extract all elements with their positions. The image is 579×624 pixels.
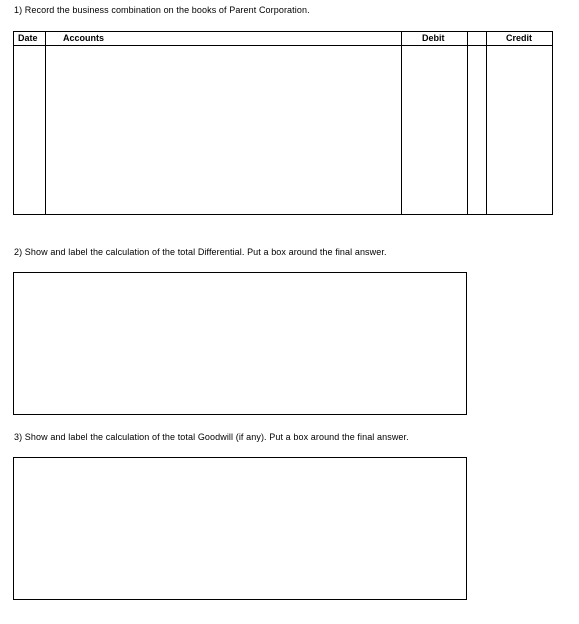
credit-column-header: Credit [506, 33, 533, 43]
question-1-text: 1) Record the business combination on the books of Parent Corporation. [14, 5, 310, 15]
accounts-entry-area[interactable] [46, 46, 401, 214]
question-2-text: 2) Show and label the calculation of the total Differential. Put a box around the final answer. [14, 247, 387, 257]
credit-entry-area[interactable] [487, 46, 552, 214]
differential-answer-box[interactable] [13, 272, 467, 415]
date-column-header: Date [18, 33, 38, 43]
journal-entry-table [13, 31, 553, 215]
debit-entry-area[interactable] [402, 46, 467, 214]
journal-header-row [14, 32, 552, 46]
goodwill-answer-box[interactable] [13, 457, 467, 600]
question-3-text: 3) Show and label the calculation of the total Goodwill (if any). Put a box around the final answer. [14, 432, 409, 442]
debit-column-divider [467, 32, 468, 214]
debit-column-header: Debit [422, 33, 445, 43]
accounts-column-header: Accounts [63, 33, 105, 43]
